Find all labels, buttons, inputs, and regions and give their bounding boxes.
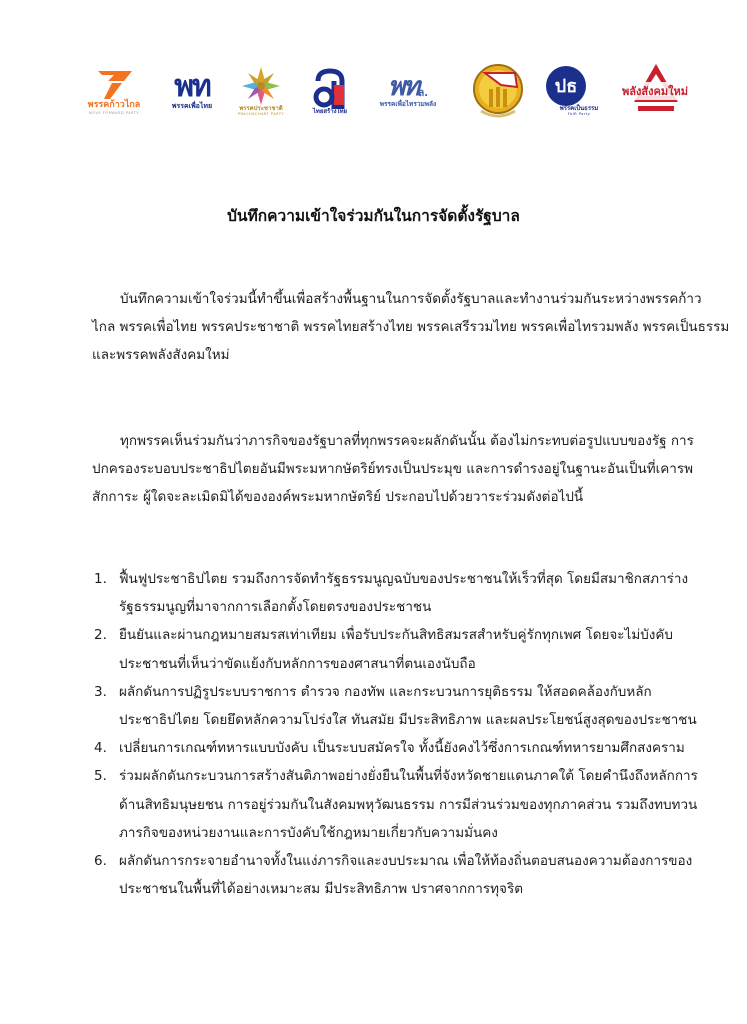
logo-caption: ไทยสร้างไทย xyxy=(312,107,348,115)
item-number: 2. xyxy=(94,627,107,644)
item-number: 4. xyxy=(94,740,107,757)
item-number: 3. xyxy=(94,683,107,700)
logo-prachachart xyxy=(230,58,292,124)
agenda-item-5 xyxy=(94,762,698,847)
logo-fair-party xyxy=(544,58,600,124)
item-line: เปลี่ยนการเกณฑ์ทหารแบบบังคับ เป็นระบบสมัครใจ ทั้งนี้ยังคงไว้ซึ่งการเกณฑ์ทหารยามศึกสงคราม xyxy=(119,740,685,757)
agenda-item-3 xyxy=(94,678,697,734)
logo-seri-ruam-thai xyxy=(468,58,528,124)
item-line: ประชาธิปไตย โดยยึดหลักความโปร่งใส ทันสมัย มีประสิทธิภาพ และผลประโยชน์สูงสุดของประชาชน xyxy=(119,712,697,729)
document-title: บันทึกความเข้าใจร่วมกันในการจัดตั้งรัฐบาล xyxy=(227,207,520,225)
agenda-item-6 xyxy=(94,847,694,903)
item-number: 1. xyxy=(94,571,107,587)
paragraph-line: ไกล พรรคเพื่อไทย พรรคประชาชาติ พรรคไทยสร้างไทย พรรคเสรีรวมไทย พรรคเพื่อไทรวมพลัง พรรคเป็นธรรม xyxy=(92,319,730,335)
seri-ruam-thai-emblem-icon xyxy=(471,61,525,121)
logo-subcaption: MOVE FORWARD PARTY xyxy=(88,110,140,115)
agenda-item-1 xyxy=(94,565,694,621)
thai-sang-thai-mark-icon xyxy=(312,67,348,109)
item-line: ฟื้นฟูประชาธิปไตย รวมถึงการจัดทำรัฐธรรมนูญฉบับของประชาชนให้เร็วที่สุด โดยมีสมาชิกสภาร่าง xyxy=(119,571,689,587)
logo-glyph-suffix: ล. xyxy=(418,88,429,100)
item-line: ประชาชนในพื้นที่ได้อย่างเหมาะสม มีประสิทธิภาพ ปราศจากการทุจริต xyxy=(119,881,523,898)
paragraph-line: ทุกพรรคเห็นร่วมกันว่าภารกิจของรัฐบาลที่ทุกพรรคจะผลักดันนั้น ต้องไม่กระทบต่อรูปแบบของรัฐ การ xyxy=(120,433,694,449)
item-line: ภารกิจของหน่วยงานและการบังคับใช้กฎหมายเกี่ยวกับความมั่นคง xyxy=(119,824,498,841)
paragraph-line: ปกครองระบอบประชาธิปไตยอันมีพระมหากษัตริย์ทรงเป็นประมุข และการดำรงอยู่ในฐานะอันเป็นที่เคารพ xyxy=(92,461,694,477)
logo-pheu-thai xyxy=(162,58,222,124)
logo-caption: พลังสังคมใหม่ xyxy=(621,82,689,100)
principles-paragraph xyxy=(92,427,692,511)
party-logos-row xyxy=(78,58,698,124)
star-flower-icon xyxy=(241,66,281,106)
logo-glyph: พท xyxy=(387,72,419,103)
logo-subcaption: PRACHACHART PARTY xyxy=(237,112,285,117)
agenda-item-4 xyxy=(94,734,694,762)
item-number: 5. xyxy=(94,768,107,785)
item-number: 6. xyxy=(94,853,107,870)
item-line: ผลักดันการปฏิรูประบบราชการ ตำรวจ กองทัพ และกระบวนการยุติธรรม ให้สอดคล้องกับหลัก xyxy=(119,683,652,700)
item-line: ด้านสิทธิมนุษยชน การอยู่ร่วมกันในสังคมพหุวัฒนธรรม การมีส่วนร่วมของทุกภาคส่วน รวมถึงทบทวน xyxy=(119,796,698,813)
item-line: ประชาชนที่เห็นว่าขัดแย้งกับหลักการของศาสนาที่ตนเองนับถือ xyxy=(119,655,476,672)
logo-caption: พรรคเพื่อไทย xyxy=(171,102,213,111)
paragraph-line: บันทึกความเข้าใจร่วมนี้ทำขึ้นเพื่อสร้างพื้นฐานในการจัดตั้งรัฐบาลและทำงานร่วมกันระหว่างพรรคก้าว xyxy=(120,291,702,307)
logo-palang-sangkom-mai xyxy=(612,58,698,124)
logo-thai-sang-thai xyxy=(304,58,356,124)
logo-caption: พรรคเพื่อไทรวมพลัง xyxy=(379,100,437,109)
logo-glyph: ปธ xyxy=(554,76,578,98)
intro-paragraph xyxy=(92,285,730,369)
logo-move-forward xyxy=(78,58,150,124)
move-forward-arrow-icon xyxy=(94,67,134,101)
agenda-list xyxy=(94,565,698,903)
logo-caption: พรรคประชาชาติ xyxy=(239,104,283,112)
agenda-item-2 xyxy=(94,621,694,677)
logo-caption: พรรคเป็นธรรม xyxy=(559,104,599,112)
paragraph-line: และพรรคพลังสังคมใหม่ xyxy=(92,347,230,363)
item-line: ยืนยันและผ่านกฎหมายสมรสเท่าเทียม เพื่อรับประกันสิทธิสมรสสำหรับคู่รักทุกเพศ โดยจะไม่บังคับ xyxy=(119,627,673,644)
logo-subcaption: FAIR Party xyxy=(567,112,591,117)
logo-caption: พรรคก้าวไกล xyxy=(87,100,141,111)
item-line: ร่วมผลักดันกระบวนการสร้างสันติภาพอย่างยั่งยืนในพื้นที่จังหวัดชายแดนภาคใต้ โดยคำนึงถึงหลักการ xyxy=(119,768,698,785)
item-line: รัฐธรรมนูญที่มาจากการเลือกตั้งโดยตรงของประชาชน xyxy=(119,599,432,616)
logo-pheu-thai-ruam-palang xyxy=(370,58,446,124)
logo-glyph: พท xyxy=(174,69,210,105)
item-line: ผลักดันการกระจายอำนาจทั้งในแง่ภารกิจและงบประมาณ เพื่อให้ท้องถิ่นตอบสนองความต้องการของ xyxy=(119,853,693,870)
paragraph-line: สักการะ ผู้ใดจะละเมิดมิได้ขององค์พระมหากษัตริย์ ประกอบไปด้วยวาระร่วมดังต่อไปนี้ xyxy=(92,489,584,505)
